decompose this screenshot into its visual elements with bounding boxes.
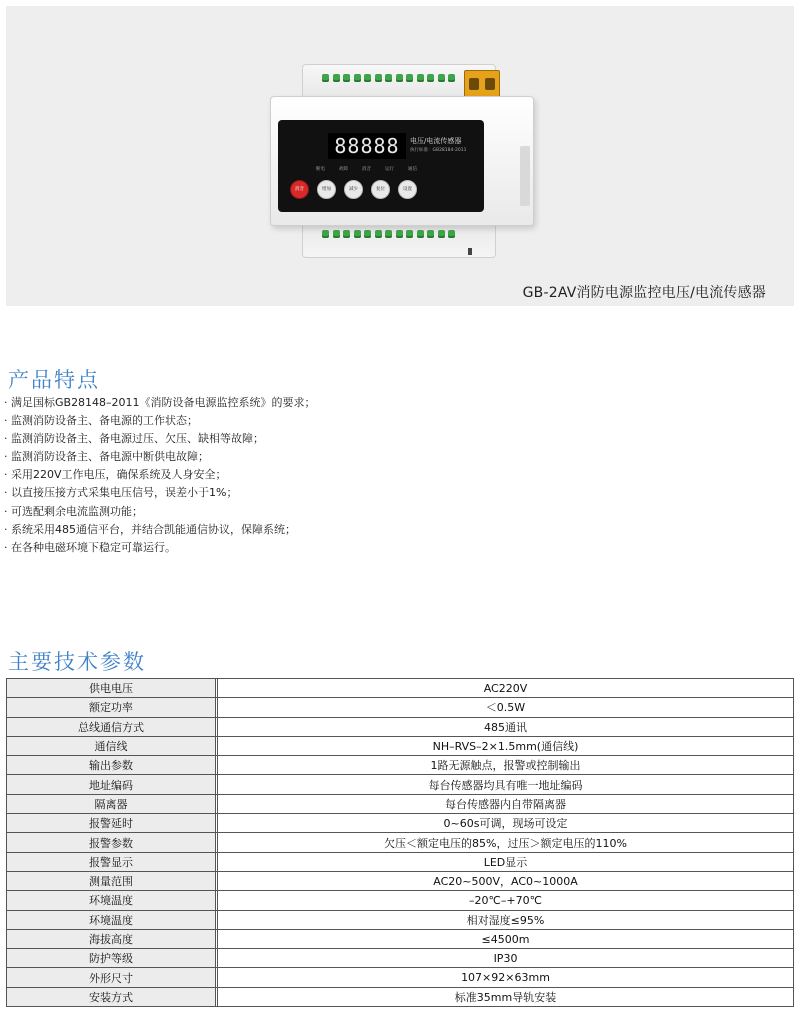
table-row — [7, 736, 794, 755]
spec-value: 每台传感器均具有唯一地址编码 — [218, 775, 794, 794]
indicator-labels — [316, 166, 417, 172]
table-row — [7, 794, 794, 813]
terminal-screw — [322, 74, 329, 82]
device-silence-button: 消音 — [290, 180, 309, 199]
spec-label: 安装方式 — [7, 987, 216, 1006]
terminal-screw — [354, 230, 361, 238]
device-side-latch — [520, 146, 530, 206]
spec-value: ≤4500m — [218, 929, 794, 948]
terminal-screw — [448, 74, 455, 82]
spec-value: –20℃–+70℃ — [218, 891, 794, 910]
spec-value: 相对湿度≤95% — [218, 910, 794, 929]
terminal-screw — [417, 230, 424, 238]
spec-value: IP30 — [218, 949, 794, 968]
terminal-screw — [417, 74, 424, 82]
terminal-screw — [375, 74, 382, 82]
feature-item: · 可选配剩余电流监测功能； — [4, 504, 143, 518]
table-row — [7, 679, 794, 698]
features-heading: 产品特点 — [8, 368, 100, 392]
top-terminal-row — [322, 74, 455, 82]
table-row — [7, 949, 794, 968]
spec-value: 0~60s可调，现场可设定 — [218, 814, 794, 833]
feature-item: · 监测消防设备主、备电源过压、欠压、缺相等故障； — [4, 432, 264, 446]
device-decrease-button: 减少 — [344, 180, 363, 199]
device-buttons — [290, 180, 417, 199]
spec-label: 测量范围 — [7, 871, 216, 890]
feature-item: · 系统采用485通信平台，并结合凯能通信协议，保障系统； — [4, 522, 296, 536]
spec-value: AC220V — [218, 679, 794, 698]
spec-value: 每台传感器内自带隔离器 — [218, 794, 794, 813]
spec-value: 1路无源触点，报警或控制输出 — [218, 756, 794, 775]
table-row — [7, 698, 794, 717]
feature-item: · 以直接压接方式采集电压信号，误差小于1%； — [4, 486, 238, 500]
table-row — [7, 968, 794, 987]
spec-label: 地址编码 — [7, 775, 216, 794]
spec-label: 隔离器 — [7, 794, 216, 813]
spec-value: 欠压＜额定电压的85%，过压＞额定电压的110% — [218, 833, 794, 852]
device-front-panel — [278, 120, 484, 212]
table-row — [7, 891, 794, 910]
table-row — [7, 929, 794, 948]
indicator-label: 通信 — [408, 167, 417, 172]
spec-label: 防护等级 — [7, 949, 216, 968]
bottom-terminal-row — [322, 230, 455, 238]
spec-value: LED显示 — [218, 852, 794, 871]
feature-list — [4, 394, 316, 557]
spec-label: 报警显示 — [7, 852, 216, 871]
terminal-screw — [375, 230, 382, 238]
spec-label: 输出参数 — [7, 756, 216, 775]
spec-label: 额定功率 — [7, 698, 216, 717]
spec-value: 485通讯 — [218, 717, 794, 736]
terminal-screw — [427, 230, 434, 238]
spec-label: 通信线 — [7, 736, 216, 755]
terminal-screw — [385, 230, 392, 238]
terminal-screw — [385, 74, 392, 82]
table-row — [7, 756, 794, 775]
feature-item: · 监测消防设备主、备电源的工作状态； — [4, 414, 198, 428]
specs-heading: 主要技术参数 — [8, 650, 146, 674]
panel-title: 电压/电流传感器 — [410, 137, 462, 145]
sensor-device-image — [264, 50, 536, 260]
table-row — [7, 987, 794, 1006]
terminal-screw — [354, 74, 361, 82]
spec-label: 环境温度 — [7, 891, 216, 910]
table-row — [7, 910, 794, 929]
spec-value: 107×92×63mm — [218, 968, 794, 987]
table-row — [7, 814, 794, 833]
terminal-screw — [364, 230, 371, 238]
terminal-screw — [396, 74, 403, 82]
product-caption: GB-2AV消防电源监控电压/电流传感器 — [522, 285, 766, 301]
table-row — [7, 775, 794, 794]
indicator-label: 运行 — [385, 167, 394, 172]
speaker-icon — [468, 248, 472, 255]
table-row — [7, 871, 794, 890]
spec-value: NH–RVS–2×1.5mm(通信线) — [218, 736, 794, 755]
terminal-screw — [406, 230, 413, 238]
product-photo — [6, 6, 794, 306]
terminal-screw — [406, 74, 413, 82]
terminal-screw — [438, 230, 445, 238]
terminal-screw — [396, 230, 403, 238]
spec-label: 总线通信方式 — [7, 717, 216, 736]
spec-label: 供电电压 — [7, 679, 216, 698]
terminal-screw — [438, 74, 445, 82]
feature-item: · 满足国标GB28148–2011《消防设备电源监控系统》的要求； — [4, 396, 316, 409]
terminal-screw — [333, 230, 340, 238]
table-row — [7, 852, 794, 871]
feature-item: · 采用220V工作电压，确保系统及人身安全； — [4, 468, 227, 482]
spec-label: 报警延时 — [7, 814, 216, 833]
terminal-screw — [427, 74, 434, 82]
panel-standard: 执行标准：GB28184-2011 — [410, 148, 467, 153]
terminal-screw — [333, 74, 340, 82]
spec-label: 海拔高度 — [7, 929, 216, 948]
terminal-screw — [343, 230, 350, 238]
spec-value: 标准35mm导轨安装 — [218, 987, 794, 1006]
device-settings-button: 设置 — [398, 180, 417, 199]
spec-value: ＜0.5W — [218, 698, 794, 717]
spec-value: AC20~500V，AC0~1000A — [218, 871, 794, 890]
led-display: 88888 — [328, 133, 406, 159]
terminal-screw — [343, 74, 350, 82]
terminal-screw — [448, 230, 455, 238]
feature-item: · 监测消防设备主、备电源中断供电故障； — [4, 450, 209, 464]
specs-table — [6, 678, 794, 1007]
feature-item: · 在各种电磁环境下稳定可靠运行。 — [4, 540, 176, 554]
indicator-label: 断电 — [316, 167, 325, 172]
terminal-screw — [322, 230, 329, 238]
indicator-label: 消音 — [362, 167, 371, 172]
terminal-screw — [364, 74, 371, 82]
table-row — [7, 833, 794, 852]
table-row — [7, 717, 794, 736]
indicator-label: 故障 — [339, 167, 348, 172]
spec-label: 报警参数 — [7, 833, 216, 852]
device-reset-button: 复位 — [371, 180, 390, 199]
spec-label: 环境温度 — [7, 910, 216, 929]
device-increase-button: 增加 — [317, 180, 336, 199]
spec-label: 外形尺寸 — [7, 968, 216, 987]
